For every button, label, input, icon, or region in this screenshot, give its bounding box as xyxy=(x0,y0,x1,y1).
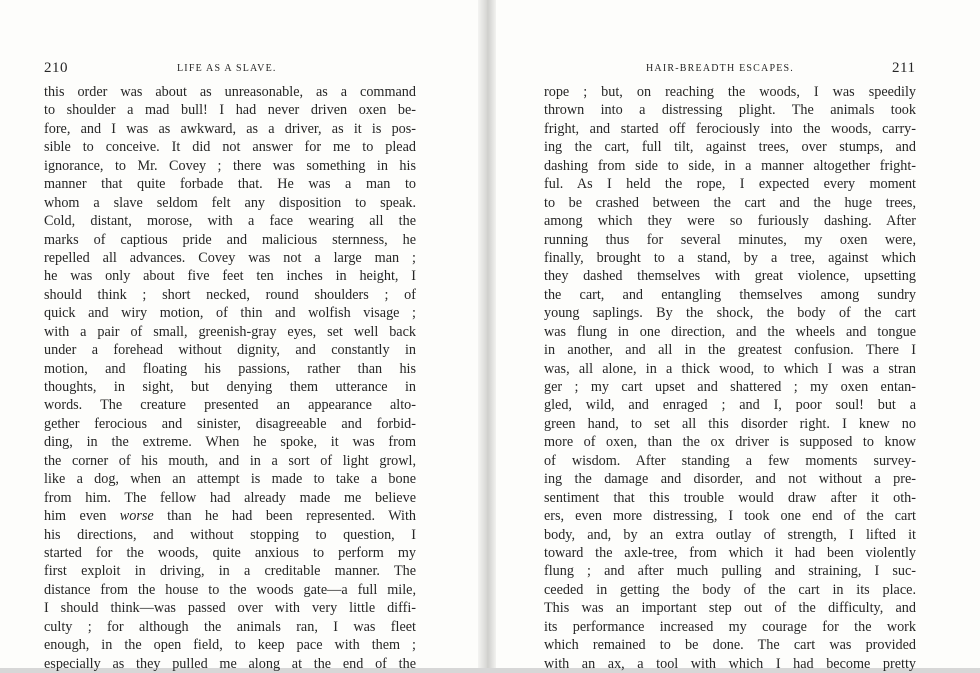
text-line: culty ; for although the animals ran, I was fleet xyxy=(44,618,416,635)
text-line: enough, in the open field, to keep pace with them ; xyxy=(44,637,416,654)
text-line: This was an important step out of the difficulty, and xyxy=(544,600,916,617)
text-line: was flung in one direction, and the wheels and tongue xyxy=(544,323,916,340)
text-line: finally, brought to a stand, by a tree, against which xyxy=(544,249,916,266)
text-line: more of oxen, than the ox driver is supposed to know xyxy=(544,434,916,451)
left-page-text xyxy=(44,83,416,673)
text-line: sentiment that this trouble would draw after it oth- xyxy=(544,489,916,506)
text-line: first exploit in driving, in a creditable manner. The xyxy=(44,563,416,580)
text-line: body, and, by an extra outlay of strength, I lifted it xyxy=(544,526,916,543)
text-line: this order was about as unreasonable, as a command xyxy=(44,84,416,100)
text-line: distance from the house to the woods gate—a full mile, xyxy=(44,581,416,598)
text-line: its performance increased my courage for the work xyxy=(544,618,916,635)
text-line: ceeded in getting the body of the cart in its place. xyxy=(544,581,916,598)
text-line: ful. As I held the rope, I expected every moment xyxy=(544,176,916,193)
text-line: ing the damage and disorder, and not without a pre- xyxy=(544,471,916,488)
text-line: fright, and started off ferociously into the woods, carry- xyxy=(544,120,916,137)
left-page-number: 210 xyxy=(44,60,68,76)
right-page-number: 211 xyxy=(892,60,916,76)
text-line: thrown into a distressing plight. The animals took xyxy=(544,102,916,119)
text-line: with a pair of small, greenish-gray eyes, set well back xyxy=(44,323,416,340)
text-line: ger ; my cart upset and shattered ; my oxen entan- xyxy=(544,379,916,395)
text-line: quick and wiry motion, of thin and wolfish visage ; xyxy=(44,305,416,322)
text-line: running thus for several minutes, my oxen were, xyxy=(544,231,916,248)
text-line: toward the axle-tree, from which it had been violently xyxy=(544,544,916,561)
text-line: the corner of his mouth, and in a sort of light growl, xyxy=(44,452,416,469)
text-line: gled, wild, and enraged ; and I, poor soul! but a xyxy=(544,397,916,414)
text-line: flung ; and after much pulling and straining, I suc- xyxy=(544,563,916,580)
text-line: sible to conceive. It did not answer for me to plead xyxy=(44,139,416,156)
text-line: should think ; short necked, round shoulders ; of xyxy=(44,286,416,303)
text-line: with an ax, a tool with which I had become pretty xyxy=(544,655,916,672)
right-page-text xyxy=(544,83,916,673)
book-gutter xyxy=(478,0,496,668)
text-line: was, all alone, in a thick wood, to which I was a stran xyxy=(544,360,916,377)
text-line: to be crashed between the cart and the huge trees, xyxy=(544,194,916,211)
text-line: among which they were so furiously dashing. After xyxy=(544,213,916,230)
left-running-head: LIFE AS A SLAVE. xyxy=(177,63,277,74)
text-line: young saplings. By the shock, the body of the cart xyxy=(544,305,916,322)
text-line: he was only about five feet ten inches in height, I xyxy=(44,268,416,285)
text-line: ignorance, to Mr. Covey ; there was something in his xyxy=(44,157,416,174)
text-line: green hand, to set all this disorder right. I knew no xyxy=(544,415,916,432)
text-line: ing the cart, full tilt, against trees, over stumps, and xyxy=(544,139,916,156)
text-line: Cold, distant, morose, with a face wearing all the xyxy=(44,213,416,230)
text-line: to shoulder a mad bull! I had never driven oxen be- xyxy=(44,102,416,119)
text-line: under a forehead without dignity, and constantly in xyxy=(44,342,416,359)
text-line: whom a slave seldom felt any disposition to speak. xyxy=(44,194,416,211)
text-line: I should think—was passed over with very little diffi- xyxy=(44,600,416,617)
text-line: manner that quite forbade that. He was a man to xyxy=(44,176,416,193)
text-line: his directions, and without stopping to question, I xyxy=(44,526,416,543)
emphasis: worse xyxy=(119,508,154,525)
text-line: gether ferocious and sinister, disagreeable and forbid- xyxy=(44,415,416,432)
right-running-head: HAIR-BREADTH ESCAPES. xyxy=(646,63,794,74)
text-line: like a dog, when an attempt is made to take a bone xyxy=(44,471,416,488)
text-line: repelled all advances. Covey was not a large man ; xyxy=(44,249,416,266)
text-line: words. The creature presented an appearance alto- xyxy=(44,397,416,414)
text-line: started for the woods, quite anxious to perform my xyxy=(44,544,416,561)
text-line: ers, even more distressing, I took one end of the cart xyxy=(544,508,916,525)
text-line: which remained to be done. The cart was provided xyxy=(544,637,916,654)
text-line: fore, and I was as awkward, as a driver, as it is pos- xyxy=(44,120,416,137)
text-line: they dashed themselves with great violence, upsetting xyxy=(544,268,916,285)
text-line: him even worse than he had been represented. With xyxy=(44,508,416,525)
text-line: from him. The fellow had already made me believe xyxy=(44,489,416,506)
text-line: motion, and floating his passions, rather than his xyxy=(44,360,416,377)
text-line: in another, and all in the greatest confusion. There I xyxy=(544,342,916,359)
text-line: of wisdom. After standing a few moments survey- xyxy=(544,452,916,469)
text-line: ding, in the extreme. When he spoke, it was from xyxy=(44,434,416,451)
text-line: especially as they pulled me along at the end of the xyxy=(44,655,416,672)
text-line: rope ; but, on reaching the woods, I was speedily xyxy=(544,84,916,100)
text-line: dashing from side to side, in a manner altogether fright- xyxy=(544,157,916,174)
text-line: thoughts, in sight, but denying them utterance in xyxy=(44,379,416,395)
text-line: marks of captious pride and malicious sternness, he xyxy=(44,231,416,248)
text-line: the cart, and entangling themselves among sundry xyxy=(544,286,916,303)
